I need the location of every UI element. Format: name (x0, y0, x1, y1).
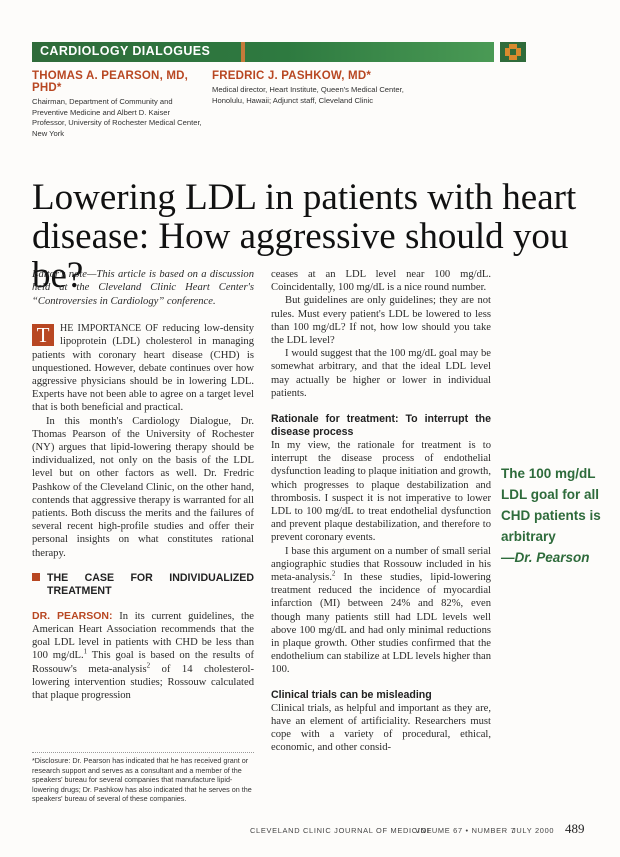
reference-marker: 2 (331, 569, 336, 578)
intro-smallcaps: HE IMPORTANCE OF (60, 323, 159, 335)
section-heading (32, 572, 254, 598)
editors-note: Editor's note—This article is based on a discussion held at the Cleveland Clinic Heart Center's “Controversies in Cardiology” conference. (32, 269, 254, 307)
subsection-heading: Rationale for treatment: To interrupt the disease process (271, 413, 491, 439)
disclosure-footnote: *Disclosure: Dr. Pearson has indicated that he has received grant or research support and serves as a consultant and a member of the speakers' bureau for several companies that manufacture lipid-lowering drugs; Dr. Pashkow has also indicated that he serves on the speakers' bureau of several of these companies. (32, 756, 252, 804)
author-affiliation: Medical director, Heart Institute, Queen's Medical Center, Honolulu, Hawaii; Adjunct staff, Cleveland Clinic (212, 85, 404, 105)
body-paragraph: Clinical trials, as helpful and important as they are, have an element of artificiality. Researchers must cope with a variety of procedural, ethical, economic, and other consid- (271, 702, 491, 754)
reference-marker: 2 (146, 661, 151, 670)
pull-quote (501, 463, 611, 568)
page-number: 489 (565, 821, 585, 836)
footer-journal: CLEVELAND CLINIC JOURNAL OF MEDICINE (250, 826, 433, 835)
speaker-label: DR. PEARSON: (32, 609, 113, 622)
body-paragraph: But guidelines are only guidelines; they are not rules. Must every patient's LDL be lowered to less than 100 mg/dL? If not, how low should you take the LDL level? (271, 295, 491, 347)
body-paragraph: ceases at an LDL level near 100 mg/dL. Coincidentally, 100 mg/dL is a nice round number. (271, 269, 491, 294)
drop-cap: T (32, 324, 54, 346)
author-affiliation: Chairman, Department of Community and Preventive Medicine and Albert D. Kaiser Professor, University of Rochester Medical Center, New York (32, 97, 202, 138)
pull-quote-line: CHD patients is (501, 508, 601, 523)
reference-marker: 1 (83, 647, 88, 656)
body-text: In its current guidelines, the American Heart Association recommends that the goal LDL level in patients with CHD be less than 100 mg/dL. (32, 610, 254, 662)
section-label: CARDIOLOGY DIALOGUES (40, 44, 211, 58)
pull-quote-line: LDL goal for all (501, 487, 600, 502)
subsection-heading: Clinical trials can be misleading (271, 688, 432, 701)
article-title: Lowering LDL in patients with heart disease: How aggressive should you be? (32, 177, 577, 296)
author-block-pearson (32, 70, 202, 139)
body-paragraph (32, 610, 254, 702)
footnote-rule (32, 752, 254, 753)
section-heading-text: THE CASE FOR INDIVIDUALIZED TREATMENT (47, 571, 254, 597)
left-column (32, 268, 254, 702)
author-name: THOMAS A. PEARSON, MD, PHD* (32, 70, 189, 94)
author-block-pashkow (212, 70, 412, 106)
intro-paragraph (32, 322, 254, 414)
body-paragraph: In this month's Cardiology Dialogue, Dr. Thomas Pearson of the University of Rochester (NY) argues that lipid-lowering therapy should be individualized, not only on the basis of the LDL level but on other factors as well. Dr. Fredric Pashkow of the Cleveland Clinic, on the other hand, contends that aggressive therapy is warranted for all patients. Both discuss the merits and the failures of several recent high-profile studies and offer their personal insights on what constitutes rational therapy. (32, 415, 254, 559)
section-bullet-icon (32, 573, 40, 581)
body-text: This goal is based on the results of Rossouw's meta-analysis (32, 650, 254, 675)
banner-divider (241, 42, 245, 62)
body-paragraph: I would suggest that the 100 mg/dL goal may be somewhat arbitrary, and that the ideal LDL level may actually be higher or lower in individual patients. (271, 348, 491, 399)
right-column (271, 268, 491, 755)
body-text: of 14 cholesterol-lowering intervention studies; Rossouw calculated that plaque progression (32, 663, 254, 702)
intro-text: reducing low-density lipoprotein (LDL) cholesterol in managing patients with coronary heart disease (CHD) is unquestioned. However, debate continues over how aggressive physicians should be in lowering LDL. Experts have not been able to agree on a target level that is both beneficial and practical. (32, 323, 255, 414)
body-paragraph: In my view, the rationale for treatment is to interrupt the disease process of endothelial dysfunction leading to plaque initiation and growth, which progresses to plaque destabilization and thrombosis. I suspect it is not imperative to lower LDL to 100 mg/dL to treat endothelial dysfunction and prevent plaque destabilization, and therefore to prevent coronary events. (271, 440, 491, 544)
body-paragraph (271, 545, 491, 677)
pull-quote-byline: —Dr. Pearson (501, 550, 590, 565)
body-text: In these studies, lipid-lowering treatment reduced the incidence of myocardial infarction (MI) between 24% and 82%, even though many patients still had LDL levels well above 100 mg/dL and had only minimal reductions in plaque growth. Other studies confirmed that the endothelium can stabilize at LDL levels higher than 100. (271, 572, 491, 676)
footer-date: JULY 2000 (512, 826, 555, 835)
cross-logo-icon (500, 42, 526, 62)
body-text: I base this argument on a number of small serial angiographic studies that Rossouw included in his meta-analysis. (271, 545, 491, 584)
section-banner (32, 42, 494, 62)
pull-quote-line: arbitrary (501, 529, 556, 544)
author-name: FREDRIC J. PASHKOW, MD* (212, 70, 372, 82)
pull-quote-line: The 100 mg/dL (501, 466, 596, 481)
footer-volume: VOLUME 67 • NUMBER 7 (415, 826, 516, 835)
